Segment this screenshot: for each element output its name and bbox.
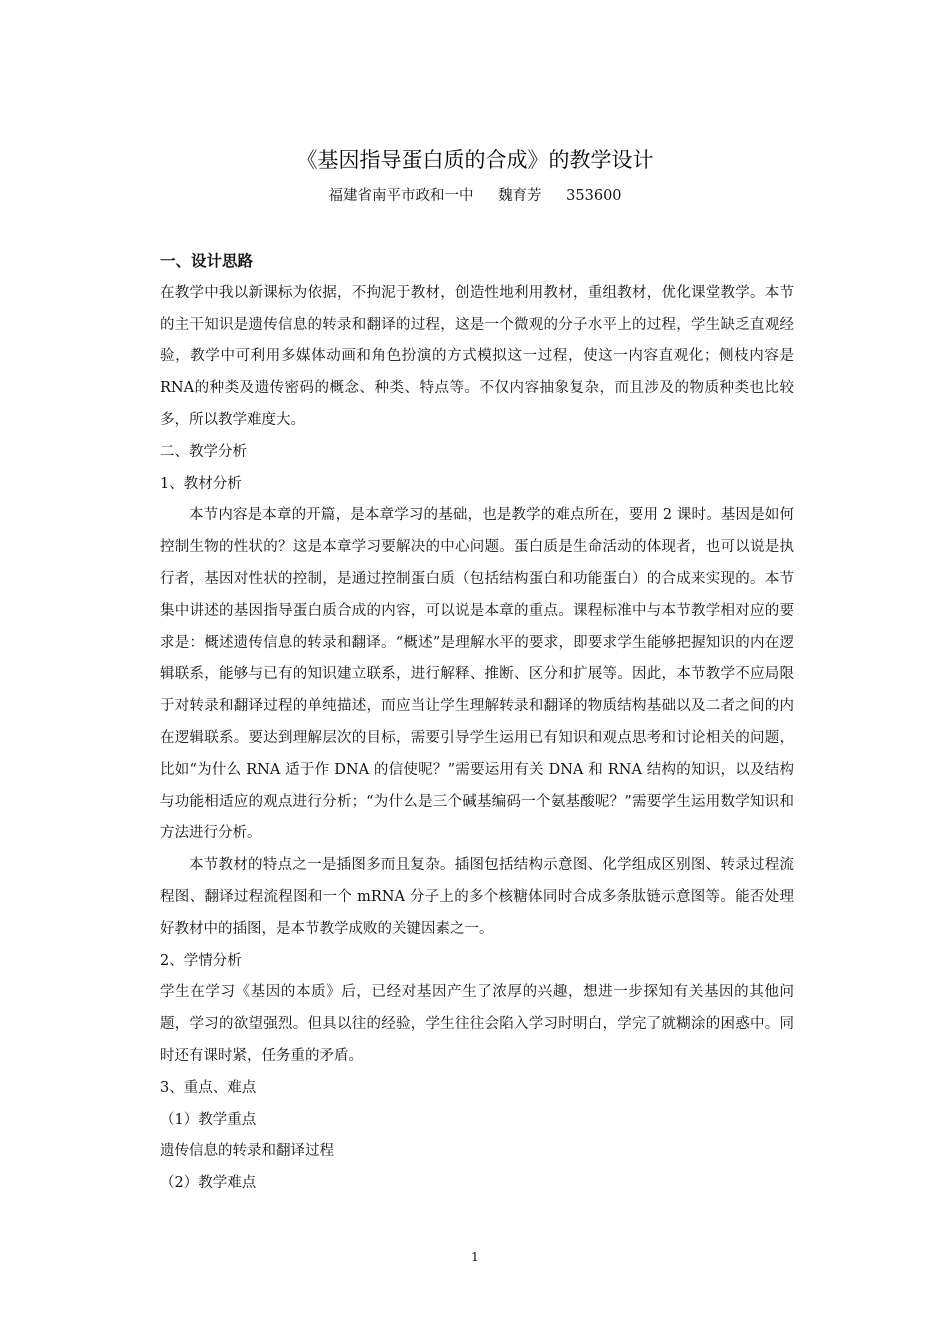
subheading-textbook: 1、教材分析 xyxy=(160,475,242,492)
paragraph-textbook-2: 本节教材的特点之一是插图多而且复杂。插图包括结构示意图、化学组成区别图、转录过程流程图、翻译过程流程图和一个 mRNA 分子上的多个核糖体同时合成多条肽链示意图等。能否处理好教材中的插图，是本节教学成败的关键因素之一。 xyxy=(160,857,794,937)
subheading-teaching-focus: （1）教学重点 xyxy=(160,1111,257,1128)
postcode: 353600 xyxy=(566,188,622,204)
author-line xyxy=(0,185,950,207)
section-heading-analysis: 二、教学分析 xyxy=(160,443,247,460)
school-name: 福建省南平市政和一中 xyxy=(328,188,474,204)
document-title: 《基因指导蛋白质的合成》的教学设计 xyxy=(296,148,654,172)
paragraph-textbook-1: 本节内容是本章的开篇，是本章学习的基础，也是教学的难点所在，要用 2 课时。基因是如何控制生物的性状的？这是本章学习要解决的中心问题。蛋白质是生命活动的体现者，也可以说是执行者，基因对性状的控制，是通过控制蛋白质（包括结构蛋白和功能蛋白）的合成来实现的。本节集中讲述的基因指导蛋白质合成的内容，可以说是本章的重点。课程标准中与本节教学相对应的要求是：概述遗传信息的转录和翻译。“概述”是理解水平的要求，即要求学生能够把握知识的内在逻辑联系，能够与已有的知识建立联系，进行解释、推断、区分和扩展等。因此，本节教学不应局限于对转录和翻译过程的单纯描述，而应当让学生理解转录和翻译的物质结构基础以及二者之间的内在逻辑联系。要达到理解层次的目标，需要引导学生运用已有知识和观点思考和讨论相关的问题，比如“为什么 RNA 适于作 DNA 的信使呢？”需要运用有关 DNA 和 RNA 结构的知识，以及结构与功能相适应的观点进行分析；“为什么是三个碱基编码一个氨基酸呢？”需要学生运用数学知识和方法进行分析。 xyxy=(160,507,794,842)
paragraph-students: 学生在学习《基因的本质》后，已经对基因产生了浓厚的兴趣，想进一步探知有关基因的其他问题，学习的欲望强烈。但具以往的经验，学生往往会陷入学习时明白，学完了就糊涂的困惑中。同时还有课时紧，任务重的矛盾。 xyxy=(160,984,794,1064)
document-body xyxy=(160,246,794,1200)
section-heading-design: 一、设计思路 xyxy=(160,252,254,270)
subheading-teaching-difficulty: （2）教学难点 xyxy=(160,1175,257,1192)
paragraph-teaching-focus: 遗传信息的转录和翻译过程 xyxy=(160,1143,334,1160)
page-number: 1 xyxy=(471,1250,479,1264)
subheading-key-points: 3、重点、难点 xyxy=(160,1079,257,1096)
author-name: 魏育芳 xyxy=(498,188,542,204)
paragraph-design: 在教学中我以新课标为依据，不拘泥于教材，创造性地利用教材，重组教材，优化课堂教学。本节的主干知识是遗传信息的转录和翻译的过程，这是一个微观的分子水平上的过程，学生缺乏直观经验，教学中可利用多媒体动画和角色扮演的方式模拟这一过程，使这一内容直观化；侧枝内容是RNA的种类及遗传密码的概念、种类、特点等。不仅内容抽象复杂，而且涉及的物质种类也比较多，所以教学难度大。 xyxy=(160,284,794,428)
subheading-students: 2、学情分析 xyxy=(160,952,242,969)
